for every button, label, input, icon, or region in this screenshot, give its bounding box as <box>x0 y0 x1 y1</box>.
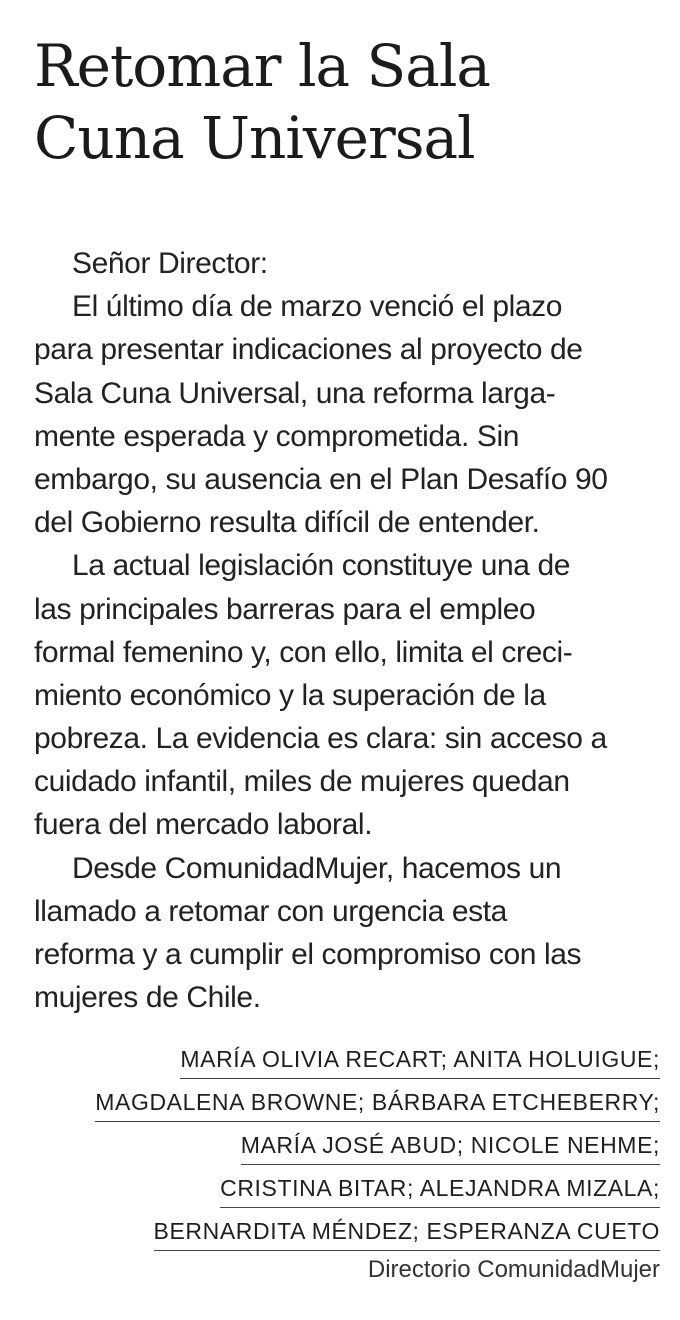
signer-names: MAGDALENA BROWNE; BÁRBARA ETCHEBERRY; <box>95 1084 660 1122</box>
body-line: El último día de marzo venció el plazo <box>72 290 563 324</box>
body-line: La actual legislación constituye una de <box>72 549 571 583</box>
body-line: del Gobierno resulta difícil de entender. <box>34 506 540 540</box>
body-line: mente esperada y comprometida. Sin <box>34 419 519 453</box>
signer-names: CRISTINA BITAR; ALEJANDRA MIZALA; <box>220 1170 660 1208</box>
signer-role: Directorio ComunidadMujer <box>367 1256 660 1283</box>
signer-line <box>40 1212 660 1255</box>
body-line: mujeres de Chile. <box>34 981 261 1015</box>
body-line: cuidado infantil, miles de mujeres quedan <box>34 765 570 799</box>
signer-names: MARÍA JOSÉ ABUD; NICOLE NEHME; <box>241 1127 660 1165</box>
body-line: Sala Cuna Universal, una reforma larga- <box>34 376 556 410</box>
headline-line-1: Retomar la Sala <box>34 32 490 100</box>
body-line: embargo, su ausencia en el Plan Desafío 90 <box>34 462 608 496</box>
body-line: para presentar indicaciones al proyecto de <box>34 333 583 367</box>
signer-line <box>40 1169 660 1212</box>
body-line: fuera del mercado laboral. <box>34 808 373 842</box>
body-line: formal femenino y, con ello, limita el creci- <box>34 635 573 669</box>
salutation: Señor Director: <box>72 247 268 280</box>
body-line: pobreza. La evidencia es clara: sin acceso a <box>34 722 607 756</box>
signers-block <box>40 1040 660 1255</box>
signer-names: MARÍA OLIVIA RECART; ANITA HOLUIGUE; <box>180 1041 660 1079</box>
signer-line <box>40 1083 660 1126</box>
signer-names: BERNARDITA MÉNDEZ; ESPERANZA CUETO <box>154 1213 660 1251</box>
body-line: las principales barreras para el empleo <box>34 592 536 626</box>
signer-line <box>40 1126 660 1169</box>
letter-body <box>34 242 664 1019</box>
signer-line <box>40 1040 660 1083</box>
body-line: miento económico y la superación de la <box>34 678 546 712</box>
headline <box>34 30 674 174</box>
headline-line-2: Cuna Universal <box>34 104 475 172</box>
body-line: reforma y a cumplir el compromiso con las <box>34 938 582 971</box>
body-line: llamado a retomar con urgencia esta <box>34 894 507 928</box>
body-line: Desde ComunidadMujer, hacemos un <box>72 851 562 885</box>
